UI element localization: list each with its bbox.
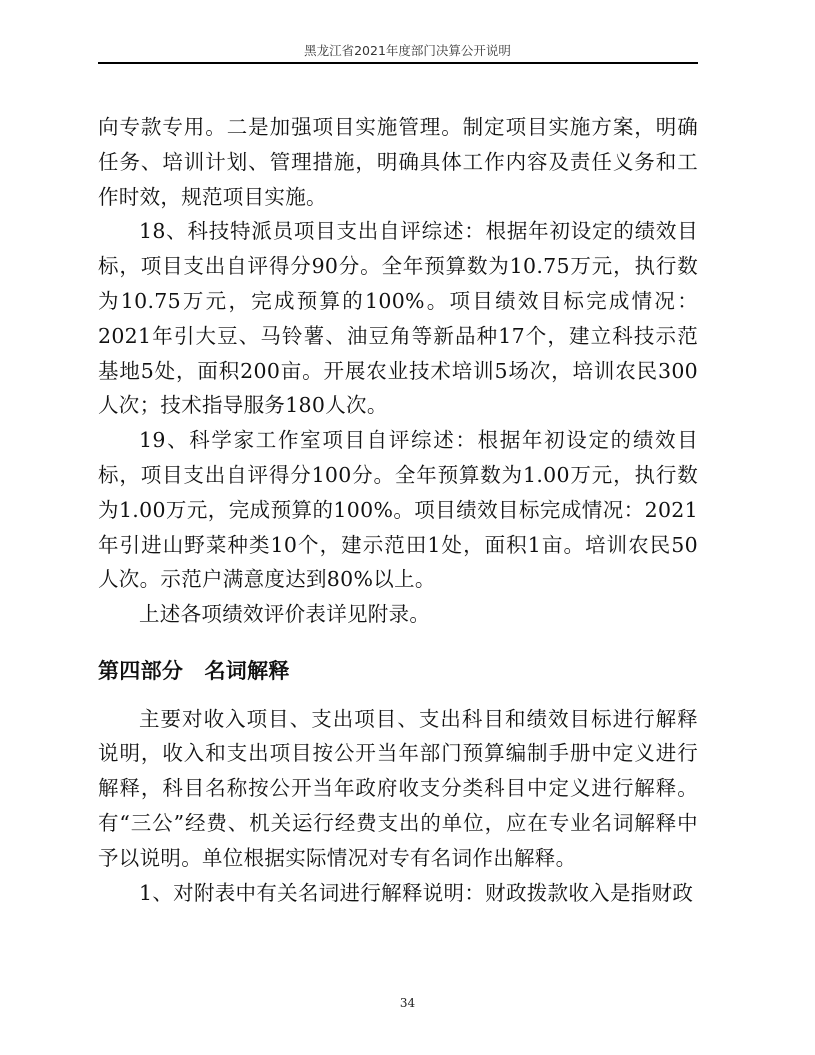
paragraph-item-19: 19、科学家工作室项目自评综述：根据年初设定的绩效目标，项目支出自评得分100分。全年预算数为1.00万元，执行数为1.00万元，完成预算的100%。项目绩效目标完成情况：2021年引进山野菜种类10个，建示范田1处，面积1亩。培训农民50人次。示范户满意度达到80%以上。 (98, 428, 698, 592)
page-number: 34 (399, 996, 416, 1010)
document-body (98, 110, 698, 910)
page-header-title: 黑龙江省2021年度部门决算公开说明 (304, 43, 511, 58)
header-divider (98, 62, 698, 64)
paragraph-item-18: 18、科技特派员项目支出自评综述：根据年初设定的绩效目标，项目支出自评得分90分。全年预算数为10.75万元，执行数为10.75万元，完成预算的100%。项目绩效目标完成情况：2021年引大豆、马铃薯、油豆角等新品种17个，建立科技示范基地5处，面积200亩。开展农业技术培训5场次，培训农民300人次；技术指导服务180人次。 (98, 219, 698, 418)
paragraph-term-explanation: 1、对附表中有关名词进行解释说明：财政拨款收入是指财政 (139, 880, 694, 905)
paragraph-section-intro: 主要对收入项目、支出项目、支出科目和绩效目标进行解释说明，收入和支出项目按公开当年部门预算编制手册中定义进行解释，科目名称按公开当年政府收支分类科目中定义进行解释。有“三公”经费、机关运行经费支出的单位，应在专业名词解释中予以说明。单位根据实际情况对专有名词作出解释。 (98, 706, 698, 870)
section-heading: 第四部分 名词解释 (98, 658, 290, 683)
paragraph-continuation: 向专款专用。二是加强项目实施管理。制定项目实施方案，明确任务、培训计划、管理措施，明确具体工作内容及责任义务和工作时效，规范项目实施。 (98, 115, 698, 209)
paragraph-appendix-note: 上述各项绩效评价表详见附录。 (139, 602, 431, 627)
